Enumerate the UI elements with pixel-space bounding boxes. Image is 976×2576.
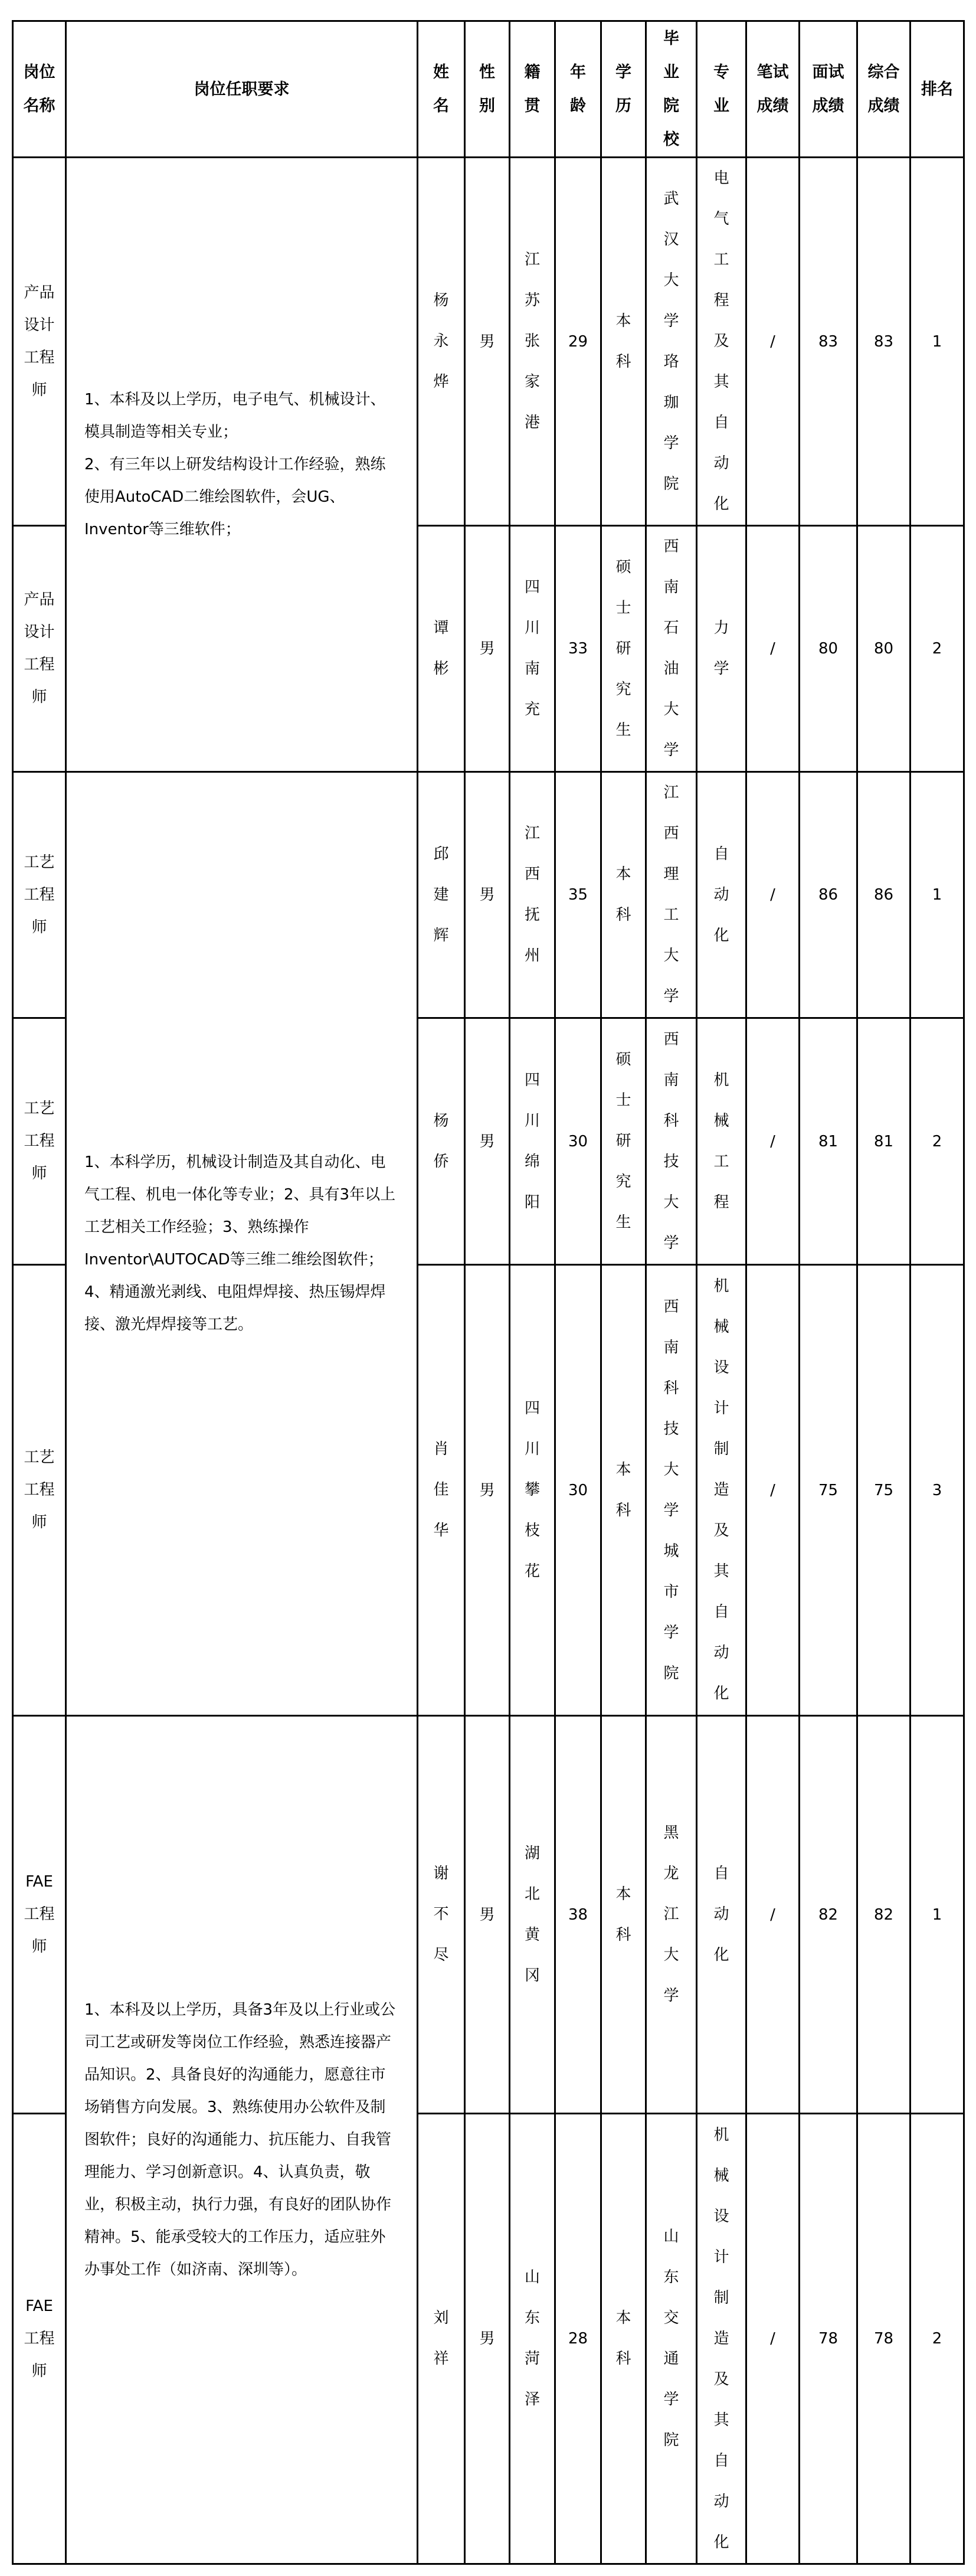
- cell-major: 电气工程及其自动化: [697, 158, 746, 526]
- cell-school: 武汉大学珞珈学院: [646, 158, 697, 526]
- cell-name: 肖佳华: [418, 1265, 465, 1716]
- header-total-score: 综合成绩: [857, 21, 911, 158]
- cell-position: 工艺工程师: [13, 1018, 66, 1265]
- header-origin: 籍贯: [510, 21, 555, 158]
- cell-rank: 2: [911, 2114, 964, 2564]
- cell-education: 硕士研究生: [601, 526, 646, 772]
- cell-total-score: 81: [857, 1018, 911, 1265]
- header-written-score: 笔试成绩: [746, 21, 800, 158]
- cell-major: 力学: [697, 526, 746, 772]
- cell-education: 硕士研究生: [601, 1018, 646, 1265]
- cell-total-score: 83: [857, 158, 911, 526]
- cell-gender: 男: [465, 1716, 510, 2114]
- cell-gender: 男: [465, 526, 510, 772]
- cell-school: 山东交通学院: [646, 2114, 697, 2564]
- table-row: [13, 158, 964, 526]
- cell-education: 本科: [601, 2114, 646, 2564]
- cell-origin: 江苏张家港: [510, 158, 555, 526]
- header-education: 学历: [601, 21, 646, 158]
- cell-interview-score: 75: [800, 1265, 857, 1716]
- cell-major: 机械设计制造及其自动化: [697, 1265, 746, 1716]
- cell-interview-score: 83: [800, 158, 857, 526]
- cell-school: 西南科技大学城市学院: [646, 1265, 697, 1716]
- cell-age: 30: [555, 1018, 601, 1265]
- cell-rank: 1: [911, 158, 964, 526]
- cell-major: 机械设计制造及其自动化: [697, 2114, 746, 2564]
- cell-rank: 2: [911, 1018, 964, 1265]
- table-row: [13, 772, 964, 1018]
- cell-gender: 男: [465, 158, 510, 526]
- header-major: 专业: [697, 21, 746, 158]
- header-requirements: 岗位任职要求: [66, 21, 418, 158]
- cell-requirements: [66, 1716, 418, 2564]
- cell-major: 自动化: [697, 772, 746, 1018]
- cell-position: FAE工程师: [13, 2114, 66, 2564]
- cell-origin: 四川南充: [510, 526, 555, 772]
- cell-interview-score: 86: [800, 772, 857, 1018]
- cell-education: 本科: [601, 1265, 646, 1716]
- cell-school: 西南石油大学: [646, 526, 697, 772]
- cell-total-score: 75: [857, 1265, 911, 1716]
- header-rank: 排名: [911, 21, 964, 158]
- cell-major: 自动化: [697, 1716, 746, 2114]
- cell-name: 杨永烨: [418, 158, 465, 526]
- cell-education: 本科: [601, 1716, 646, 2114]
- cell-gender: 男: [465, 772, 510, 1018]
- results-table: [12, 20, 965, 2565]
- cell-major: 机械工程: [697, 1018, 746, 1265]
- cell-requirements: [66, 158, 418, 772]
- cell-interview-score: 82: [800, 1716, 857, 2114]
- cell-total-score: 86: [857, 772, 911, 1018]
- header-position: 岗位名称: [13, 21, 66, 158]
- cell-total-score: 82: [857, 1716, 911, 2114]
- cell-school: 西南科技大学: [646, 1018, 697, 1265]
- header-row: [13, 21, 964, 158]
- cell-rank: 2: [911, 526, 964, 772]
- cell-gender: 男: [465, 1018, 510, 1265]
- cell-position: FAE工程师: [13, 1716, 66, 2114]
- cell-name: 谢不尽: [418, 1716, 465, 2114]
- requirement-item: 2、有三年以上研发结构设计工作经验，熟练使用AutoCAD二维绘图软件，会UG、Inventor等三维软件；: [84, 455, 386, 538]
- cell-requirements: [66, 772, 418, 1716]
- cell-name: 邱建辉: [418, 772, 465, 1018]
- cell-total-score: 80: [857, 526, 911, 772]
- cell-written-score: /: [746, 1265, 800, 1716]
- header-interview-score: 面试成绩: [800, 21, 857, 158]
- cell-rank: 3: [911, 1265, 964, 1716]
- cell-interview-score: 81: [800, 1018, 857, 1265]
- cell-interview-score: 80: [800, 526, 857, 772]
- cell-written-score: /: [746, 2114, 800, 2564]
- cell-origin: 湖北黄冈: [510, 1716, 555, 2114]
- header-name: 姓名: [418, 21, 465, 158]
- cell-position: 产品设计工程师: [13, 526, 66, 772]
- cell-age: 28: [555, 2114, 601, 2564]
- header-school: 毕业院校: [646, 21, 697, 158]
- cell-origin: 江西抚州: [510, 772, 555, 1018]
- cell-gender: 男: [465, 2114, 510, 2564]
- requirement-item: 1、本科及以上学历，具备3年及以上行业或公司工艺或研发等岗位工作经验，熟悉连接器产品知识。2、具备良好的沟通能力，愿意往市场销售方向发展。3、熟练使用办公软件及制图软件；良好的沟通能力、抗压能力、自我管理能力、学习创新意识。4、认真负责，敬业，积极主动，执行力强，有良好的团队协作精神。5、能承受较大的工作压力，适应驻外办事处工作（如济南、深圳等）。: [84, 2000, 396, 2278]
- cell-age: 30: [555, 1265, 601, 1716]
- cell-rank: 1: [911, 1716, 964, 2114]
- cell-education: 本科: [601, 158, 646, 526]
- header-gender: 性别: [465, 21, 510, 158]
- cell-education: 本科: [601, 772, 646, 1018]
- cell-age: 38: [555, 1716, 601, 2114]
- cell-written-score: /: [746, 158, 800, 526]
- cell-name: 刘祥: [418, 2114, 465, 2564]
- header-age: 年龄: [555, 21, 601, 158]
- cell-origin: 四川攀枝花: [510, 1265, 555, 1716]
- cell-position: 工艺工程师: [13, 1265, 66, 1716]
- requirement-item: 1、本科学历，机械设计制造及其自动化、电气工程、机电一体化等专业；2、具有3年以上工艺相关工作经验；3、熟练操作Inventor\AUTOCAD等三维二维绘图软件；4、精通激光剥线、电阻焊焊接、热压锡焊焊接、激光焊焊接等工艺。: [84, 1153, 396, 1333]
- cell-rank: 1: [911, 772, 964, 1018]
- cell-total-score: 78: [857, 2114, 911, 2564]
- cell-gender: 男: [465, 1265, 510, 1716]
- cell-age: 35: [555, 772, 601, 1018]
- cell-origin: 山东菏泽: [510, 2114, 555, 2564]
- cell-interview-score: 78: [800, 2114, 857, 2564]
- table-row: [13, 1716, 964, 2114]
- cell-name: 杨侨: [418, 1018, 465, 1265]
- cell-age: 29: [555, 158, 601, 526]
- cell-written-score: /: [746, 772, 800, 1018]
- cell-origin: 四川绵阳: [510, 1018, 555, 1265]
- cell-school: 江西理工大学: [646, 772, 697, 1018]
- requirement-item: 1、本科及以上学历，电子电气、机械设计、模具制造等相关专业；: [84, 390, 386, 441]
- cell-position: 工艺工程师: [13, 772, 66, 1018]
- cell-written-score: /: [746, 1716, 800, 2114]
- cell-school: 黑龙江大学: [646, 1716, 697, 2114]
- cell-position: 产品设计工程师: [13, 158, 66, 526]
- cell-written-score: /: [746, 1018, 800, 1265]
- cell-name: 谭彬: [418, 526, 465, 772]
- cell-written-score: /: [746, 526, 800, 772]
- cell-age: 33: [555, 526, 601, 772]
